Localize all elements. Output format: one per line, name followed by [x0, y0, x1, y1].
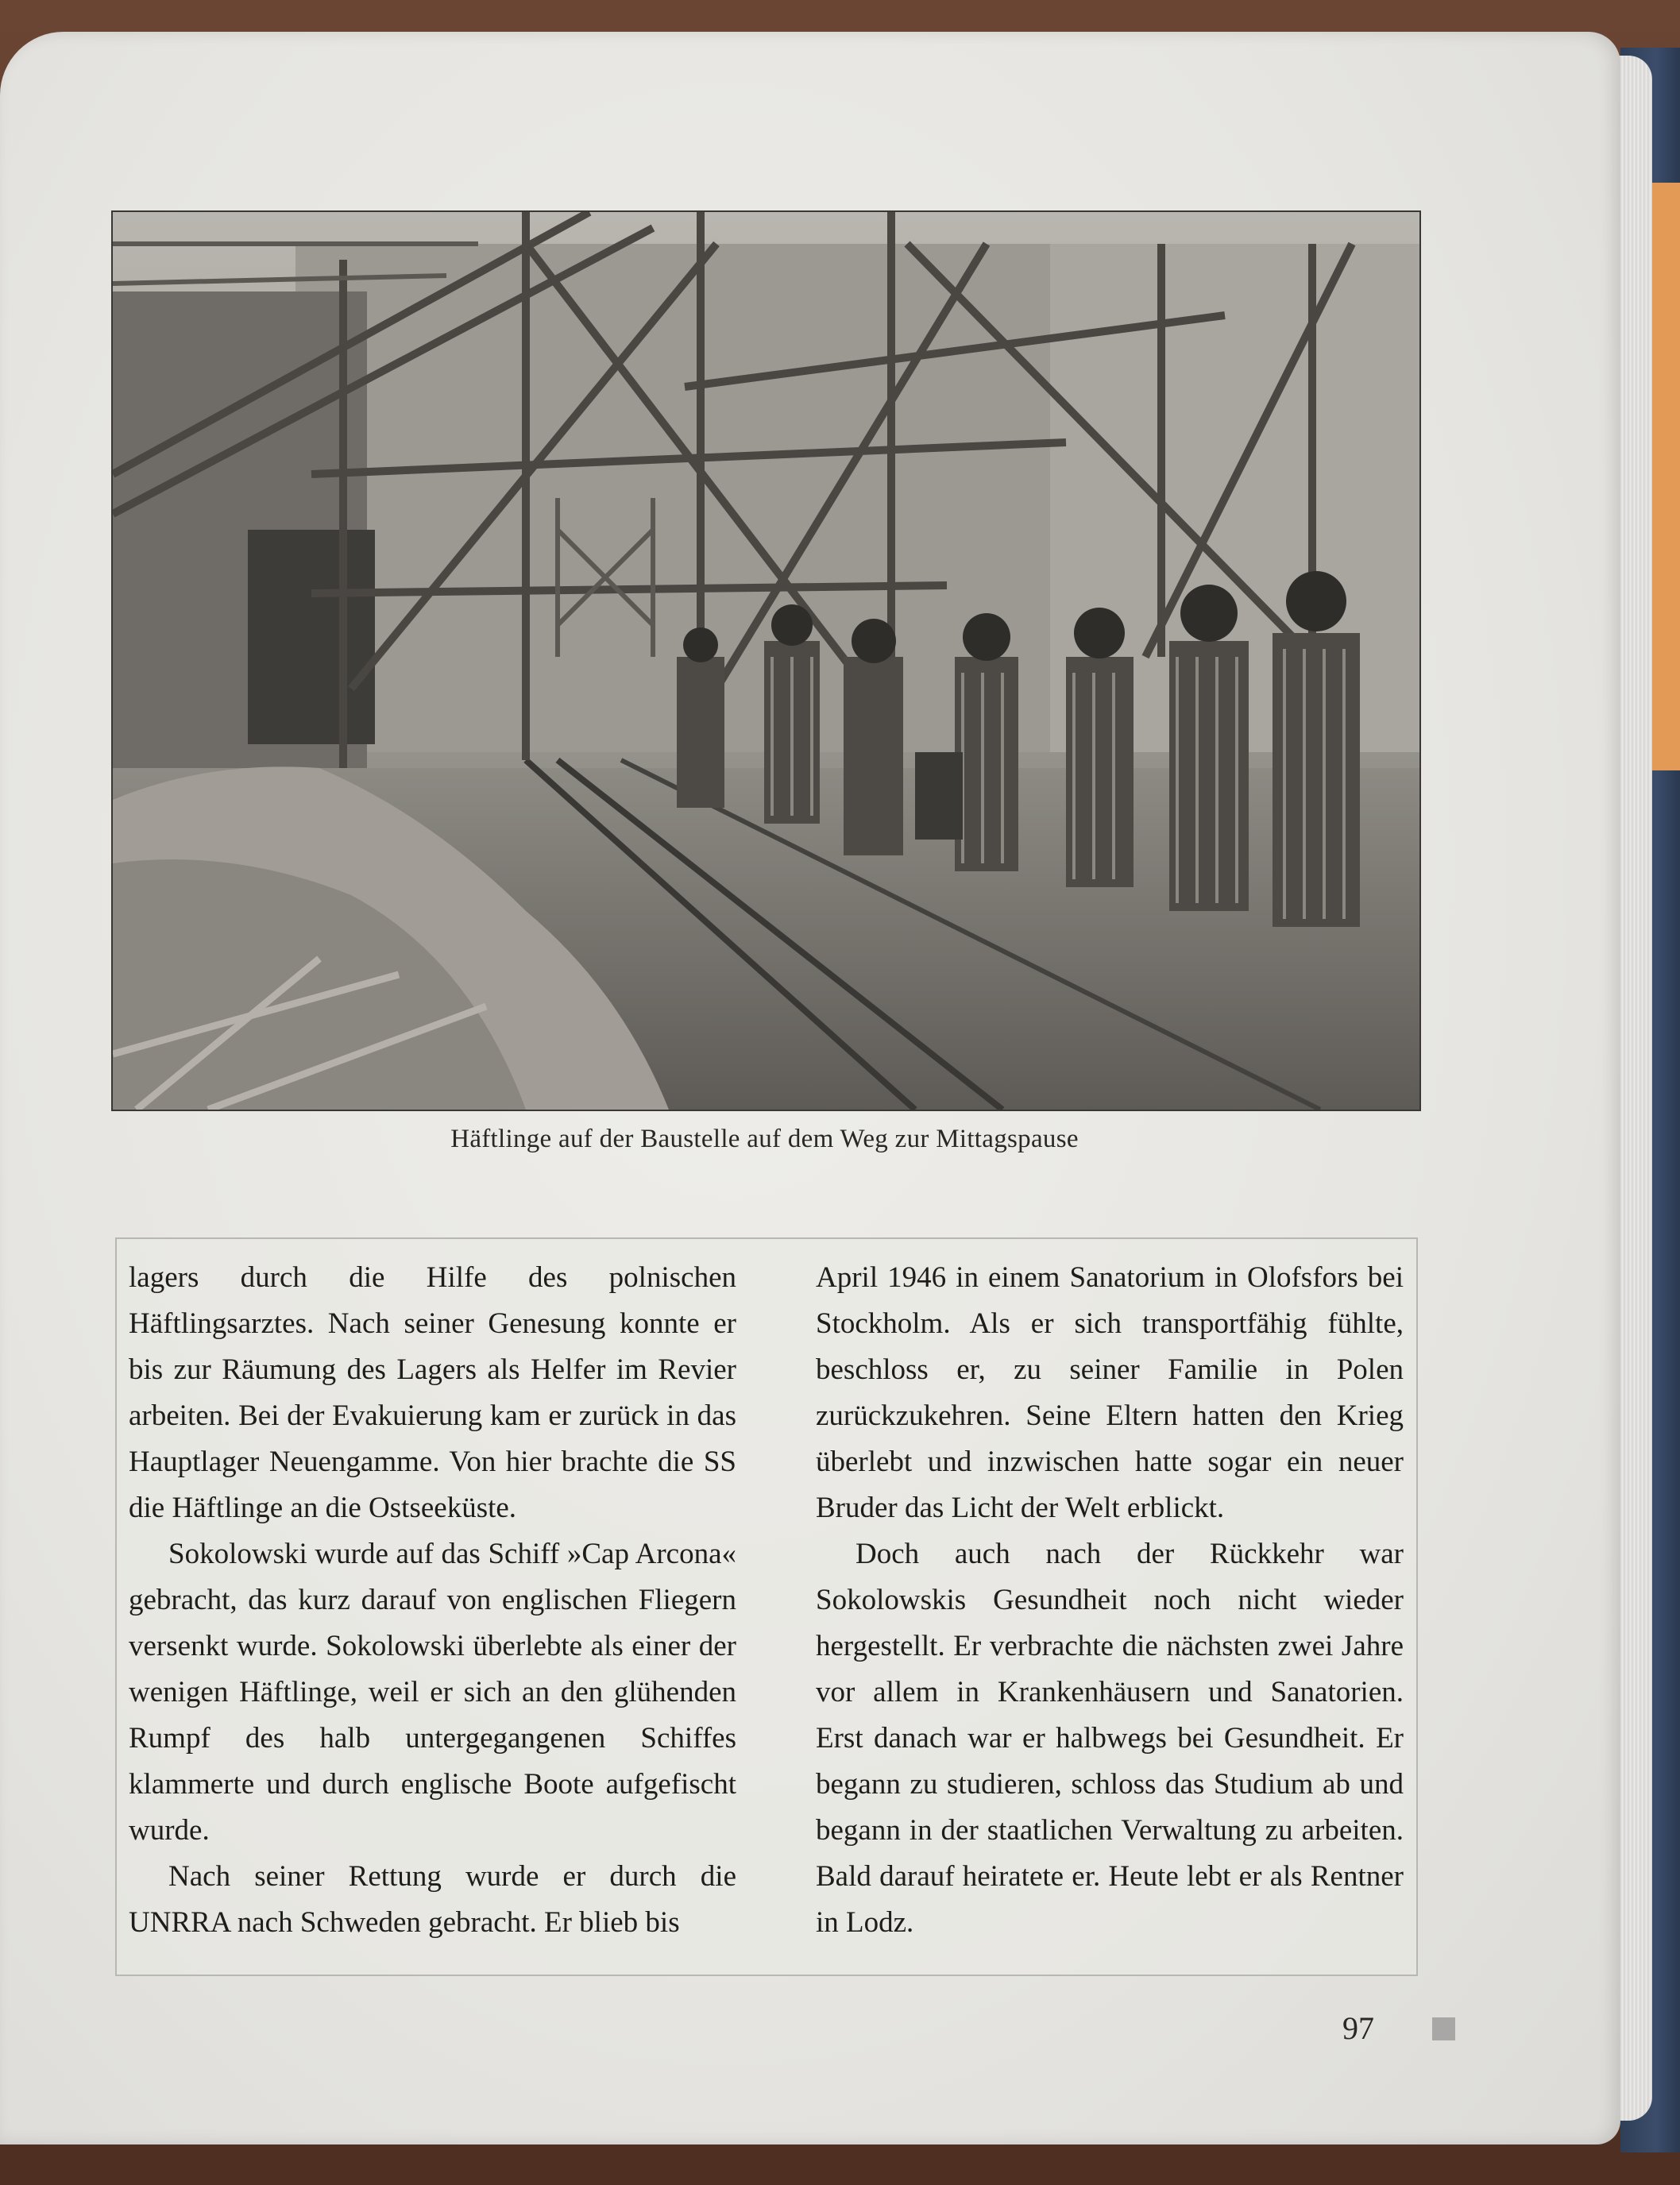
text-column-left — [129, 1255, 736, 1946]
paragraph: Nach seiner Rettung wurde er durch die UNRRA nach Schweden gebracht. Er blieb bis — [129, 1860, 736, 1939]
photo-caption: Häftlinge auf der Baustelle auf dem Weg zur Mittagspause — [450, 1125, 1079, 1153]
book-cover-accent — [1652, 183, 1680, 770]
construction-site-photo-image — [113, 212, 1419, 1110]
body-text-box — [115, 1237, 1418, 1976]
paragraph: lagers durch die Hilfe des polnischen Häftlingsarztes. Nach seiner Genesung konnte er bis zur Räumung des Lagers als Helfer im Revier arbeiten. Bei der Evakuierung kam er zurück in das Hauptlager Neuengamme. Von hier brachte die SS die Häftlinge an die Ostseeküste. — [129, 1261, 736, 1524]
page-marker-square — [1432, 2017, 1455, 2040]
historical-photograph — [111, 210, 1421, 1111]
paragraph: Doch auch nach der Rückkehr war Sokolowskis Gesundheit noch nicht wieder hergestellt. Er verbrachte die nächsten zwei Jahre vor allem in Krankenhäusern und Sanatorien. Erst danach war er halbwegs bei Gesundheit. Er begann zu studieren, schloss das Studium ab und begann in der staatlichen Verwaltung zu arbeiten. Bald darauf heiratete er. Heute lebt er als Rentner in Lodz. — [816, 1538, 1404, 1939]
text-column-right — [816, 1255, 1404, 1946]
book-page — [0, 32, 1620, 2144]
paragraph: Sokolowski wurde auf das Schiff »Cap Arcona« gebracht, das kurz darauf von englischen Fliegern versenkt wurde. Sokolowski überlebte als einer der wenigen Häftlinge, weil er sich an den glühenden Rumpf des halb untergegangenen Schiffes klammerte und durch englische Boote aufgefischt wurde. — [129, 1538, 736, 1847]
page-number: 97 — [1342, 2010, 1374, 2046]
paragraph: April 1946 in einem Sanatorium in Olofsfors bei Stockholm. Als er sich transportfähig fühlte, beschloss er, zu seiner Familie in Polen zurückzukehren. Seine Eltern hatten den Krieg überlebt und inzwischen hatte sogar ein neuer Bruder das Licht der Welt erblickt. — [816, 1261, 1404, 1524]
